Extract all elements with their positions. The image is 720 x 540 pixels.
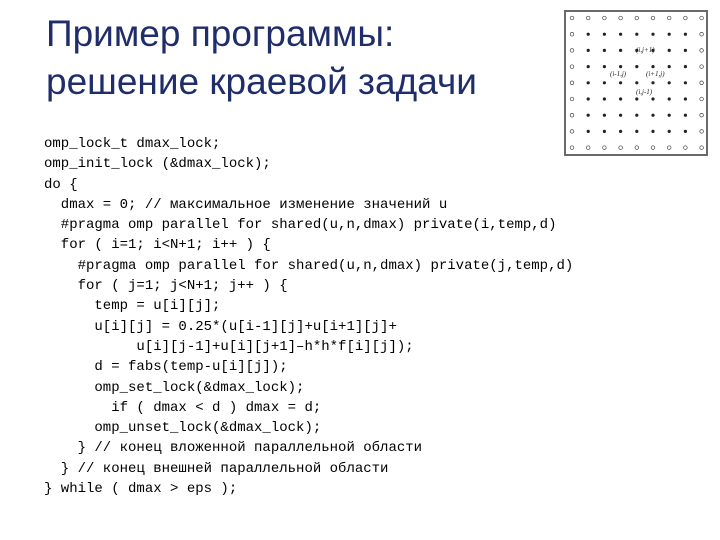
boundary-node	[570, 16, 574, 20]
boundary-node	[700, 130, 704, 134]
boundary-node	[684, 146, 688, 150]
boundary-node	[619, 16, 623, 20]
code-line: } // конец внешней параллельной области	[44, 460, 389, 477]
interior-node	[684, 65, 687, 68]
boundary-node	[570, 130, 574, 134]
code-line: omp_init_lock (&dmax_lock);	[44, 156, 271, 173]
interior-node	[651, 81, 654, 84]
interior-node	[619, 97, 622, 100]
interior-node	[619, 33, 622, 36]
interior-node	[668, 65, 671, 68]
boundary-node	[635, 146, 639, 150]
interior-node	[684, 130, 687, 133]
code-line: omp_unset_lock(&dmax_lock);	[44, 420, 322, 437]
interior-node	[635, 81, 638, 84]
boundary-node	[586, 16, 590, 20]
interior-node	[587, 97, 590, 100]
interior-node	[684, 114, 687, 117]
boundary-node	[700, 32, 704, 36]
boundary-node	[603, 146, 607, 150]
interior-node	[651, 130, 654, 133]
interior-node	[668, 81, 671, 84]
interior-node	[684, 33, 687, 36]
interior-node	[603, 114, 606, 117]
boundary-node	[651, 146, 655, 150]
interior-node	[651, 65, 654, 68]
boundary-node	[570, 81, 574, 85]
interior-node	[668, 49, 671, 52]
boundary-node	[570, 97, 574, 101]
code-line: temp = u[i][j];	[44, 298, 221, 315]
boundary-node	[635, 16, 639, 20]
boundary-node	[700, 113, 704, 117]
interior-node	[587, 33, 590, 36]
boundary-node	[570, 113, 574, 117]
code-line: u[i][j] = 0.25*(u[i-1][j]+u[i+1][j]+	[44, 318, 397, 335]
interior-node	[603, 65, 606, 68]
interior-node	[684, 49, 687, 52]
interior-node	[619, 81, 622, 84]
interior-node	[603, 33, 606, 36]
interior-node	[635, 114, 638, 117]
code-line: d = fabs(temp-u[i][j]);	[44, 359, 288, 376]
boundary-node	[619, 146, 623, 150]
stencil-label-right: (i+1,j)	[646, 70, 665, 78]
boundary-node	[570, 65, 574, 69]
code-line: for ( j=1; j<N+1; j++ ) {	[44, 278, 288, 295]
stencil-label-left: (i-1,j)	[610, 70, 627, 78]
code-block	[44, 134, 573, 499]
interior-node	[635, 65, 638, 68]
boundary-node	[667, 146, 671, 150]
interior-node	[587, 65, 590, 68]
slide-title	[46, 10, 566, 106]
interior-node	[684, 81, 687, 84]
code-line: dmax = 0; // максимальное изменение значений u	[44, 196, 448, 213]
interior-node	[587, 130, 590, 133]
stencil-label-top: (i,j+1)	[636, 46, 655, 54]
grid-stencil-svg	[560, 8, 712, 158]
interior-node	[619, 65, 622, 68]
grid-stencil-figure	[560, 8, 712, 158]
interior-node	[635, 97, 638, 100]
boundary-node	[570, 32, 574, 36]
boundary-node	[700, 65, 704, 69]
boundary-node	[700, 49, 704, 53]
interior-node	[635, 33, 638, 36]
code-line: } // конец вложенной параллельной области	[44, 440, 423, 457]
interior-node	[668, 130, 671, 133]
boundary-node	[586, 146, 590, 150]
interior-node	[651, 33, 654, 36]
boundary-node	[700, 146, 704, 150]
slide-title-line-1: Пример программы:	[46, 13, 395, 54]
boundary-node	[603, 16, 607, 20]
code-line: #pragma omp parallel for shared(u,n,dmax) private(i,temp,d)	[44, 217, 557, 234]
slide-title-line-2: решение краевой задачи	[46, 61, 477, 102]
boundary-node	[684, 16, 688, 20]
boundary-node	[651, 16, 655, 20]
interior-node	[684, 97, 687, 100]
interior-node	[603, 130, 606, 133]
stencil-label-bottom: (i,j-1)	[636, 88, 653, 96]
code-line: omp_lock_t dmax_lock;	[44, 136, 221, 152]
code-line: omp_set_lock(&dmax_lock);	[44, 379, 305, 396]
interior-node	[619, 114, 622, 117]
code-line: if ( dmax < d ) dmax = d;	[44, 399, 322, 416]
interior-node	[668, 33, 671, 36]
interior-node	[603, 97, 606, 100]
interior-node	[619, 49, 622, 52]
interior-node	[668, 114, 671, 117]
interior-node	[587, 114, 590, 117]
interior-node	[603, 81, 606, 84]
interior-node	[651, 114, 654, 117]
boundary-node	[700, 16, 704, 20]
boundary-node	[700, 81, 704, 85]
code-line: } while ( dmax > eps );	[44, 481, 238, 498]
interior-node	[668, 97, 671, 100]
code-line: for ( i=1; i<N+1; i++ ) {	[44, 237, 271, 254]
interior-node	[587, 81, 590, 84]
code-line: do {	[44, 176, 78, 193]
interior-node	[635, 130, 638, 133]
interior-node	[619, 130, 622, 133]
interior-node	[587, 49, 590, 52]
boundary-node	[570, 49, 574, 53]
boundary-node	[700, 97, 704, 101]
interior-node	[651, 97, 654, 100]
interior-node	[603, 49, 606, 52]
code-line: u[i][j-1]+u[i][j+1]–h*h*f[i][j]);	[44, 338, 414, 355]
code-line: #pragma omp parallel for shared(u,n,dmax) private(j,temp,d)	[44, 257, 574, 274]
boundary-node	[667, 16, 671, 20]
